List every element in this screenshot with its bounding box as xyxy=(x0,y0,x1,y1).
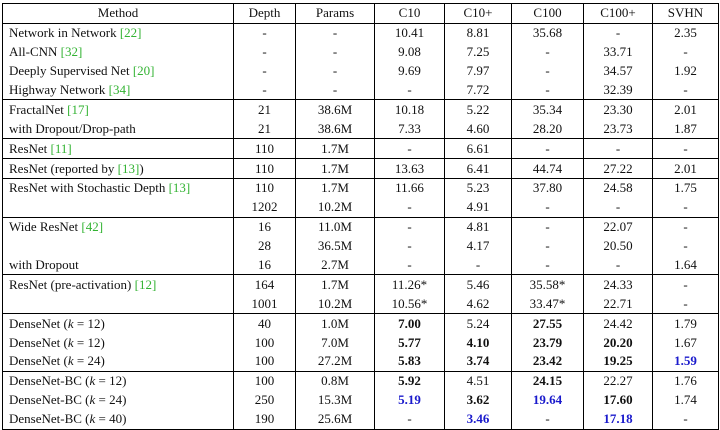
method-name: Network in Network xyxy=(9,25,120,41)
c10-cell: 10.18 xyxy=(375,100,445,119)
table-row xyxy=(3,294,719,313)
c10-cell: - xyxy=(375,410,445,429)
method-name: DenseNet ( xyxy=(9,353,68,369)
method-cell xyxy=(3,352,234,371)
c10-cell: 5.83 xyxy=(375,352,445,371)
c100-plus-cell: - xyxy=(584,23,653,42)
method-cell xyxy=(3,237,234,256)
c10-cell: - xyxy=(375,198,445,217)
depth-cell: 190 xyxy=(234,410,296,429)
c100-cell: 28.20 xyxy=(512,119,584,138)
table-row xyxy=(3,217,719,236)
c100-plus-cell: 33.71 xyxy=(584,43,653,62)
method-cell xyxy=(3,179,234,198)
c10-plus-cell: 4.51 xyxy=(445,371,512,390)
c100-plus-cell: 32.39 xyxy=(584,81,653,100)
method-cell xyxy=(3,314,234,333)
c10-plus-cell: 3.46 xyxy=(445,410,512,429)
svhn-cell: 1.76 xyxy=(653,371,719,390)
c10-plus-cell: 4.60 xyxy=(445,119,512,138)
depth-cell: 21 xyxy=(234,119,296,138)
citation-link[interactable]: [34] xyxy=(108,82,131,97)
method-name: DenseNet ( xyxy=(9,315,68,331)
params-cell: 10.2M xyxy=(296,294,375,313)
svhn-cell: 1.64 xyxy=(653,256,719,275)
citation-link[interactable]: [42] xyxy=(81,219,104,235)
table-row xyxy=(3,333,719,352)
citation-link[interactable]: [12] xyxy=(134,276,157,292)
method-cell xyxy=(3,100,234,119)
c10-plus-cell: 5.46 xyxy=(445,275,512,294)
method-cell xyxy=(3,23,234,42)
c100-cell: 19.64 xyxy=(512,391,584,410)
method-name: DenseNet-BC ( xyxy=(9,392,90,408)
c100-cell: - xyxy=(512,256,584,275)
c100-plus-cell: - xyxy=(584,139,653,159)
c100-plus-cell: 24.58 xyxy=(584,179,653,198)
svhn-cell: - xyxy=(653,43,719,62)
method-name: ResNet xyxy=(9,140,51,156)
svhn-cell: 1.74 xyxy=(653,391,719,410)
c10-cell: 5.92 xyxy=(375,371,445,390)
c10-plus-cell: 3.74 xyxy=(445,352,512,371)
params-cell: 36.5M xyxy=(296,237,375,256)
method-suffix: ) xyxy=(139,160,144,176)
growth-rate-value: = 24) xyxy=(73,353,105,369)
c100-plus-cell: 27.22 xyxy=(584,159,653,179)
c10-cell: - xyxy=(375,256,445,275)
c100-cell: 23.79 xyxy=(512,333,584,352)
c100-cell: - xyxy=(512,62,584,81)
c100-plus-cell: 34.57 xyxy=(584,62,653,81)
method-name: DenseNet ( xyxy=(9,334,68,350)
header-c10: C10 xyxy=(375,4,445,24)
method-cell xyxy=(3,119,234,138)
growth-rate-value: = 12) xyxy=(73,334,105,350)
params-cell: 1.7M xyxy=(296,159,375,179)
depth-cell: - xyxy=(234,43,296,62)
svhn-cell: - xyxy=(653,275,719,294)
method-cell xyxy=(3,217,234,236)
svhn-cell: - xyxy=(653,198,719,217)
c100-plus-cell: 22.27 xyxy=(584,371,653,390)
c10-cell: 9.08 xyxy=(375,43,445,62)
c10-plus-cell: 4.62 xyxy=(445,294,512,313)
depth-cell: 100 xyxy=(234,371,296,390)
c10-plus-cell: 7.25 xyxy=(445,43,512,62)
growth-rate-value: = 12) xyxy=(95,373,127,389)
c100-cell: 23.42 xyxy=(512,352,584,371)
header-svhn: SVHN xyxy=(653,4,719,24)
method-name: with Dropout/Drop-path xyxy=(9,120,136,136)
method-name: FractalNet xyxy=(9,101,68,117)
depth-cell: - xyxy=(234,62,296,81)
depth-cell: 164 xyxy=(234,275,296,294)
table-row xyxy=(3,314,719,333)
c100-plus-cell: - xyxy=(584,198,653,217)
svhn-cell: 2.01 xyxy=(653,100,719,119)
method-name: All-CNN xyxy=(9,44,61,60)
c100-cell: - xyxy=(512,237,584,256)
c10-cell: 7.33 xyxy=(375,119,445,138)
params-cell: 38.6M xyxy=(296,119,375,138)
c10-plus-cell: 4.10 xyxy=(445,333,512,352)
method-cell xyxy=(3,391,234,410)
table-row xyxy=(3,179,719,198)
c100-cell: - xyxy=(512,217,584,236)
c10-plus-cell: 5.24 xyxy=(445,314,512,333)
c10-cell: 5.19 xyxy=(375,391,445,410)
growth-rate-symbol: k xyxy=(89,411,96,427)
header-c100: C100 xyxy=(512,4,584,24)
depth-cell: 40 xyxy=(234,314,296,333)
svhn-cell: 1.67 xyxy=(653,333,719,352)
method-name: with Dropout xyxy=(9,257,79,273)
growth-rate-value: = 24) xyxy=(95,392,127,408)
method-name: ResNet (reported by xyxy=(9,160,118,176)
citation-link[interactable]: [13] xyxy=(117,160,140,176)
table-row xyxy=(3,198,719,217)
c10-plus-cell: 4.17 xyxy=(445,237,512,256)
c10-plus-cell: 7.72 xyxy=(445,81,512,100)
c10-cell: 5.77 xyxy=(375,333,445,352)
depth-cell: - xyxy=(234,81,296,100)
c10-plus-cell: 6.61 xyxy=(445,139,512,159)
c100-cell: 35.58* xyxy=(512,275,584,294)
c100-cell: 37.80 xyxy=(512,179,584,198)
depth-cell: 100 xyxy=(234,333,296,352)
c10-plus-cell: 6.41 xyxy=(445,159,512,179)
c10-cell: 11.66 xyxy=(375,179,445,198)
citation-link[interactable]: [22] xyxy=(119,25,142,41)
table-row xyxy=(3,100,719,119)
results-table xyxy=(2,3,719,430)
c100-plus-cell: 20.50 xyxy=(584,237,653,256)
c10-plus-cell: 4.81 xyxy=(445,217,512,236)
c100-cell: 24.15 xyxy=(512,371,584,390)
growth-rate-symbol: k xyxy=(67,315,74,331)
growth-rate-symbol: k xyxy=(67,334,74,350)
svhn-cell: - xyxy=(653,217,719,236)
svhn-cell: 1.75 xyxy=(653,179,719,198)
c10-cell: - xyxy=(375,81,445,100)
table-row xyxy=(3,62,719,81)
c100-cell: 44.74 xyxy=(512,159,584,179)
method-cell xyxy=(3,198,234,217)
svhn-cell: 1.87 xyxy=(653,119,719,138)
header-c10-plus: C10+ xyxy=(445,4,512,24)
method-cell xyxy=(3,371,234,390)
citation-link[interactable]: [11] xyxy=(50,140,72,156)
params-cell: 1.7M xyxy=(296,179,375,198)
method-cell xyxy=(3,256,234,275)
params-cell: 2.7M xyxy=(296,256,375,275)
depth-cell: 16 xyxy=(234,256,296,275)
params-cell: - xyxy=(296,62,375,81)
c100-plus-cell: 24.33 xyxy=(584,275,653,294)
method-cell xyxy=(3,81,234,100)
svhn-cell: 2.01 xyxy=(653,159,719,179)
growth-rate-value: = 12) xyxy=(73,315,105,331)
c10-cell: 10.56* xyxy=(375,294,445,313)
params-cell: 1.7M xyxy=(296,275,375,294)
c100-plus-cell: 23.73 xyxy=(584,119,653,138)
c100-plus-cell: 17.60 xyxy=(584,391,653,410)
table-header xyxy=(3,4,719,24)
c100-cell: - xyxy=(512,410,584,429)
method-name: DenseNet-BC ( xyxy=(9,373,90,389)
depth-cell: 110 xyxy=(234,139,296,159)
c100-cell: - xyxy=(512,81,584,100)
method-name: ResNet (pre-activation) xyxy=(9,276,135,292)
citation-link[interactable]: [32] xyxy=(60,44,83,60)
method-name: DenseNet-BC ( xyxy=(9,411,90,427)
method-cell xyxy=(3,159,234,179)
table-row xyxy=(3,391,719,410)
citation-link[interactable]: [17] xyxy=(67,101,89,117)
c10-plus-cell: 3.62 xyxy=(445,391,512,410)
svhn-cell: - xyxy=(653,81,719,100)
method-cell xyxy=(3,43,234,62)
c10-cell: - xyxy=(375,217,445,236)
depth-cell: 1001 xyxy=(234,294,296,313)
method-cell xyxy=(3,294,234,313)
method-cell xyxy=(3,139,234,159)
method-name: ResNet with Stochastic Depth xyxy=(9,180,169,196)
method-name: Wide ResNet xyxy=(9,219,82,235)
c100-cell: 33.47* xyxy=(512,294,584,313)
params-cell: 38.6M xyxy=(296,100,375,119)
c10-plus-cell: 5.23 xyxy=(445,179,512,198)
table-row xyxy=(3,371,719,390)
method-name: Deeply Supervised Net xyxy=(9,63,133,79)
params-cell: 1.7M xyxy=(296,139,375,159)
c100-plus-cell: 23.30 xyxy=(584,100,653,119)
c100-cell: 35.34 xyxy=(512,100,584,119)
table-row xyxy=(3,43,719,62)
depth-cell: 1202 xyxy=(234,198,296,217)
c100-cell: 27.55 xyxy=(512,314,584,333)
c100-plus-cell: 24.42 xyxy=(584,314,653,333)
depth-cell: - xyxy=(234,23,296,42)
c100-plus-cell: 22.71 xyxy=(584,294,653,313)
table-row xyxy=(3,256,719,275)
c100-plus-cell: - xyxy=(584,256,653,275)
svhn-cell: 2.35 xyxy=(653,23,719,42)
params-cell: - xyxy=(296,23,375,42)
c10-cell: - xyxy=(375,139,445,159)
c10-plus-cell: 8.81 xyxy=(445,23,512,42)
params-cell: 10.2M xyxy=(296,198,375,217)
depth-cell: 100 xyxy=(234,352,296,371)
c10-plus-cell: 7.97 xyxy=(445,62,512,81)
params-cell: 27.2M xyxy=(296,352,375,371)
table-row xyxy=(3,139,719,159)
svhn-cell: 1.79 xyxy=(653,314,719,333)
c100-plus-cell: 17.18 xyxy=(584,410,653,429)
c10-cell: 13.63 xyxy=(375,159,445,179)
header-depth: Depth xyxy=(234,4,296,24)
depth-cell: 110 xyxy=(234,179,296,198)
svhn-cell: 1.92 xyxy=(653,62,719,81)
table-row xyxy=(3,159,719,179)
params-cell: - xyxy=(296,43,375,62)
growth-rate-symbol: k xyxy=(89,392,96,408)
depth-cell: 250 xyxy=(234,391,296,410)
table-row xyxy=(3,237,719,256)
c100-cell: - xyxy=(512,139,584,159)
table-row xyxy=(3,410,719,429)
c10-cell: - xyxy=(375,237,445,256)
params-cell: 25.6M xyxy=(296,410,375,429)
table-row xyxy=(3,23,719,42)
c100-plus-cell: 19.25 xyxy=(584,352,653,371)
header-method: Method xyxy=(3,4,234,24)
c10-plus-cell: 5.22 xyxy=(445,100,512,119)
citation-link[interactable]: [20] xyxy=(132,63,155,79)
header-params: Params xyxy=(296,4,375,24)
c10-plus-cell: 4.91 xyxy=(445,198,512,217)
depth-cell: 21 xyxy=(234,100,296,119)
params-cell: 1.0M xyxy=(296,314,375,333)
depth-cell: 16 xyxy=(234,217,296,236)
table-row xyxy=(3,81,719,100)
growth-rate-symbol: k xyxy=(67,353,74,369)
params-cell: 0.8M xyxy=(296,371,375,390)
c100-plus-cell: 20.20 xyxy=(584,333,653,352)
table-row xyxy=(3,119,719,138)
header-c100-plus: C100+ xyxy=(584,4,653,24)
method-cell xyxy=(3,333,234,352)
params-cell: 7.0M xyxy=(296,333,375,352)
table-body xyxy=(3,23,719,429)
svhn-cell: - xyxy=(653,139,719,159)
params-cell: - xyxy=(296,81,375,100)
c10-plus-cell: - xyxy=(445,256,512,275)
growth-rate-value: = 40) xyxy=(95,411,127,427)
growth-rate-symbol: k xyxy=(89,373,96,389)
c100-cell: - xyxy=(512,43,584,62)
svhn-cell: - xyxy=(653,237,719,256)
depth-cell: 28 xyxy=(234,237,296,256)
results-table-wrapper xyxy=(0,3,720,430)
table-row xyxy=(3,352,719,371)
c10-cell: 11.26* xyxy=(375,275,445,294)
table-row xyxy=(3,275,719,294)
c10-cell: 10.41 xyxy=(375,23,445,42)
c100-cell: - xyxy=(512,198,584,217)
params-cell: 15.3M xyxy=(296,391,375,410)
c100-plus-cell: 22.07 xyxy=(584,217,653,236)
params-cell: 11.0M xyxy=(296,217,375,236)
svhn-cell: - xyxy=(653,294,719,313)
c10-cell: 9.69 xyxy=(375,62,445,81)
method-name: Highway Network xyxy=(9,82,109,97)
header-row xyxy=(3,4,719,24)
svhn-cell: 1.59 xyxy=(653,352,719,371)
citation-link[interactable]: [13] xyxy=(168,180,191,196)
method-cell xyxy=(3,62,234,81)
svhn-cell: - xyxy=(653,410,719,429)
depth-cell: 110 xyxy=(234,159,296,179)
c10-cell: 7.00 xyxy=(375,314,445,333)
method-cell xyxy=(3,275,234,294)
method-cell xyxy=(3,410,234,429)
c100-cell: 35.68 xyxy=(512,23,584,42)
